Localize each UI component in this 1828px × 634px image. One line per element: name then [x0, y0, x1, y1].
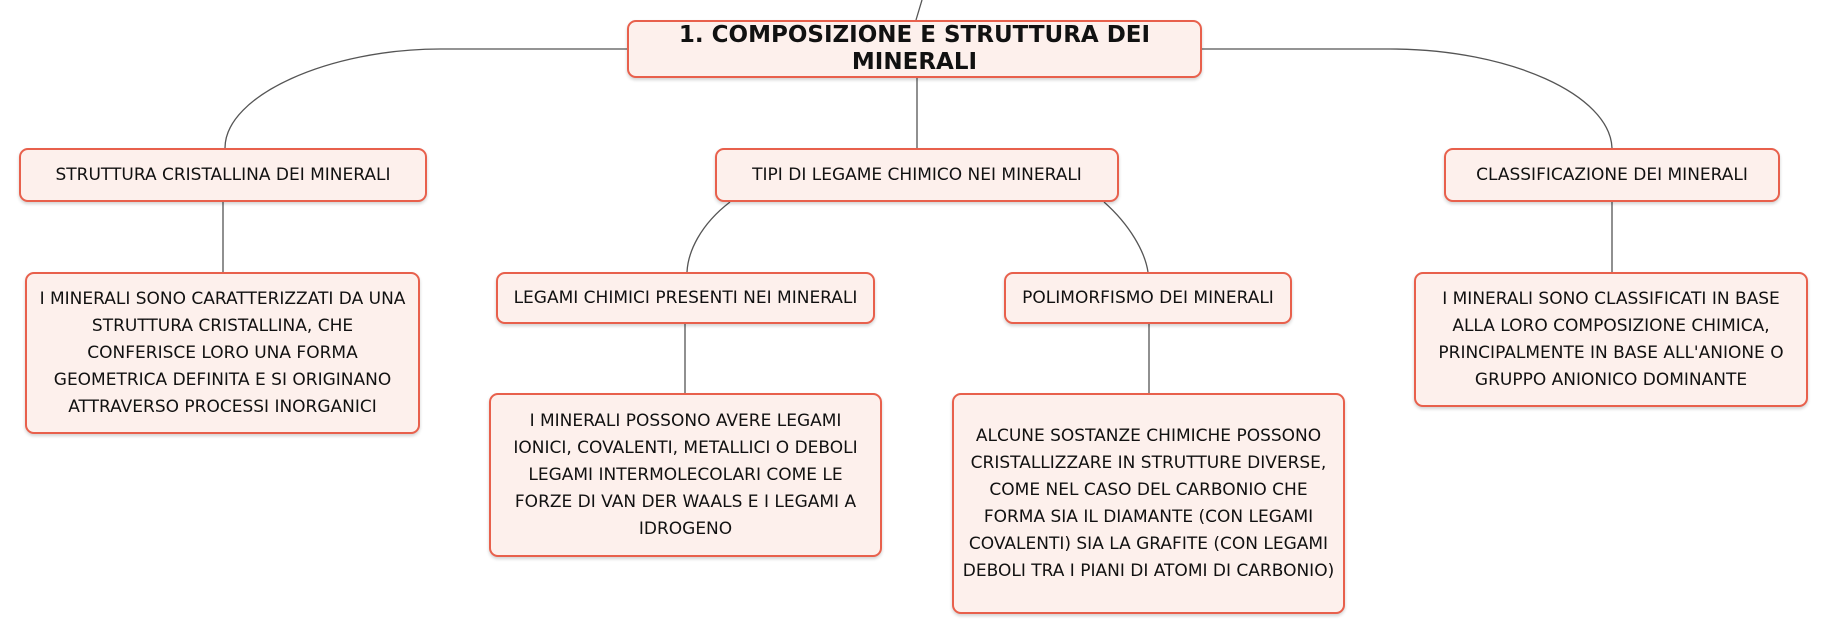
- detail-struttura-cristallina[interactable]: [25, 272, 420, 434]
- subtopic-polimorfismo[interactable]: [1004, 272, 1292, 324]
- detail-polimorfismo[interactable]: [952, 393, 1345, 614]
- connector-root-struttura: [225, 49, 627, 148]
- detail-label: I MINERALI POSSONO AVERE LEGAMI IONICI, COVALENTI, METALLICI O DEBOLI LEGAMI INTERMOLECOLARI COME LE FORZE DI VAN DER WAALS E I LEGAMI A IDROGENO: [513, 410, 858, 539]
- connector-tipi-polimorfismo: [1104, 202, 1148, 272]
- subtopic-label: POLIMORFISMO DEI MINERALI: [1022, 287, 1274, 308]
- detail-legami-chimici[interactable]: [489, 393, 882, 557]
- subtopic-label: LEGAMI CHIMICI PRESENTI NEI MINERALI: [513, 287, 858, 308]
- topic-label: TIPI DI LEGAME CHIMICO NEI MINERALI: [752, 164, 1082, 185]
- subtopic-legami-chimici[interactable]: [496, 272, 875, 324]
- connector-parent-root: [916, 0, 922, 20]
- topic-label: CLASSIFICAZIONE DEI MINERALI: [1476, 164, 1748, 185]
- topic-struttura-cristallina[interactable]: [19, 148, 427, 202]
- root-node[interactable]: [627, 20, 1202, 78]
- detail-classificazione[interactable]: [1414, 272, 1808, 407]
- topic-label: STRUTTURA CRISTALLINA DEI MINERALI: [55, 164, 391, 185]
- detail-label: I MINERALI SONO CARATTERIZZATI DA UNA STRUTTURA CRISTALLINA, CHE CONFERISCE LORO UNA FORMA GEOMETRICA DEFINITA E SI ORIGINANO ATTRAVERSO PROCESSI INORGANICI: [39, 288, 406, 417]
- topic-tipi-di-legame[interactable]: [715, 148, 1119, 202]
- detail-label: ALCUNE SOSTANZE CHIMICHE POSSONO CRISTALLIZZARE IN STRUTTURE DIVERSE, COME NEL CASO DEL CARBONIO CHE FORMA SIA IL DIAMANTE (CON LEGAMI COVALENTI) SIA LA GRAFITE (CON LEGAMI DEBOLI TRA I PIANI DI ATOMI DI CARBONIO): [962, 425, 1335, 581]
- root-node-label: 1. COMPOSIZIONE E STRUTTURA DEI MINERALI: [678, 22, 1151, 75]
- topic-classificazione[interactable]: [1444, 148, 1780, 202]
- detail-label: I MINERALI SONO CLASSIFICATI IN BASE ALLA LORO COMPOSIZIONE CHIMICA, PRINCIPALMENTE IN BASE ALL'ANIONE O GRUPPO ANIONICO DOMINANTE: [1438, 288, 1784, 390]
- connector-tipi-legami: [687, 202, 730, 272]
- connector-root-classificazione: [1200, 49, 1612, 148]
